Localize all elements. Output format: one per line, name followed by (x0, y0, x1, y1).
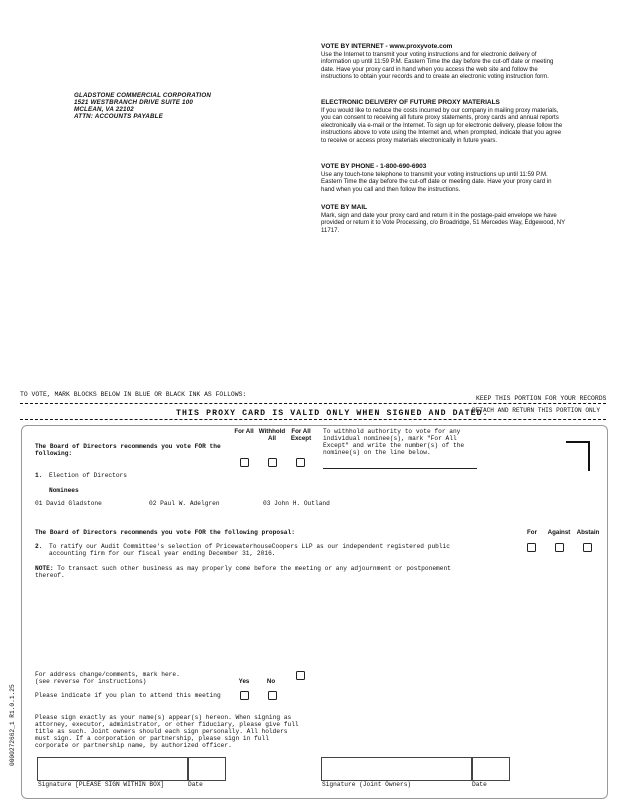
vote-internet-heading: VOTE BY INTERNET - www.proxyvote.com (321, 43, 453, 50)
address-line-4: ATTN: ACCOUNTS PAYABLE (74, 113, 163, 120)
vote-phone-text: Use any touch-tone telephone to transmit your voting instructions up until 11:59 P.M. Eastern Time the day before the cut-off date or meeting date. Have your proxy card in hand when you call and then follow the instructions. (321, 170, 552, 193)
col-for-all-except: For All Except (290, 428, 312, 442)
vote-mail-text: Mark, sign and date your proxy card and return it in the postage-paid envelope we have provided or return it to Vote Processing, c/o Broadridge, 51 Mercedes Way, Edgewood, NY 11717. (321, 211, 566, 234)
col-for: For (527, 529, 537, 536)
item-2-against-checkbox[interactable] (555, 543, 564, 552)
joint-signature-box[interactable] (321, 757, 473, 781)
nominee-1: 01 David Gladstone (35, 500, 102, 507)
attend-yes-checkbox[interactable] (240, 691, 249, 700)
electronic-delivery-heading: ELECTRONIC DELIVERY OF FUTURE PROXY MATERIALS (321, 99, 500, 106)
address-line-1: GLADSTONE COMMERCIAL CORPORATION (74, 92, 212, 99)
detach-portion-label: DETACH AND RETURN THIS PORTION ONLY (472, 407, 600, 414)
vote-mail-heading: VOTE BY MAIL (321, 204, 368, 211)
keep-portion-label: KEEP THIS PORTION FOR YOUR RECORDS (476, 395, 607, 402)
item-2-for-checkbox[interactable] (527, 543, 536, 552)
note-text (35, 565, 455, 579)
address-change-checkbox[interactable] (296, 671, 305, 680)
attend-label: Please indicate if you plan to attend this meeting (35, 692, 221, 699)
tear-line-bottom (20, 419, 606, 420)
vote-phone-heading: VOTE BY PHONE - 1-800-690-6903 (321, 163, 427, 170)
joint-date-label: Date (472, 781, 487, 788)
address-line-2: 1521 WESTBRANCH DRIVE SUITE 100 (74, 99, 193, 106)
address-line-3: MCLEAN, VA 22102 (74, 106, 134, 113)
vote-mail-section (321, 204, 566, 234)
address-change-label: For address change/comments, mark here. (35, 671, 180, 678)
joint-date-box[interactable] (471, 757, 510, 781)
nominee-3: 03 John H. Outland (263, 500, 330, 507)
yes-label: Yes (238, 678, 250, 685)
mailing-address (74, 92, 211, 120)
signature-label: Signature [PLEASE SIGN WITHIN BOX] (38, 781, 165, 788)
item-1-num: 1. (35, 472, 43, 479)
note-body: To transact such other business as may properly come before the meeting or any adjournment or postponement thereof. (35, 565, 451, 579)
vote-phone-section (321, 163, 566, 193)
date-label: Date (188, 781, 203, 788)
vote-internet-section (321, 43, 566, 81)
except-write-line[interactable] (323, 468, 477, 469)
no-label: No (266, 678, 276, 685)
item-2-number: 2. (35, 543, 43, 550)
col-withhold-all: Withhold All (258, 428, 286, 442)
sign-instructions: Please sign exactly as your name(s) appear(s) hereon. When signing as attorney, executor, administrator, or other fiduciary, please give full title as such. Joint owners should each sign personally. All holders must sign. If a corporation or partnership, please sign in full corporate or partnership name, by authorized officer. (35, 714, 299, 749)
date-box[interactable] (187, 757, 226, 781)
board-recommendation-1: The Board of Directors recommends you vote FOR the following: (35, 443, 221, 457)
nominees-label: Nominees (49, 487, 79, 494)
col-against: Against (547, 529, 571, 536)
withhold-instructions: To withhold authority to vote for any individual nominee(s), mark "For All Except" and write the number(s) of the nominee(s) on the line below. (323, 428, 465, 456)
side-code: 0000272662_1 R1.0.1.25 (9, 684, 16, 766)
tear-line-top (20, 403, 606, 404)
electronic-delivery-text: If you would like to reduce the costs incurred by our company in mailing proxy materials, you can consent to receiving all future proxy statements, proxy cards and annual reports electronically via e-mail or the Internet. To sign up for electronic delivery, please follow the instructions above to vote using the Internet and, when prompted, indicate that you agree to receive or access proxy materials electronically in future years. (321, 106, 563, 144)
electronic-delivery-section (321, 99, 566, 145)
withhold-all-checkbox[interactable] (268, 458, 277, 467)
col-for-all: For All (234, 428, 254, 435)
nominee-2: 02 Paul W. Adelgren (149, 500, 220, 507)
item-1-number (35, 472, 42, 479)
for-all-except-checkbox[interactable] (296, 458, 305, 467)
item-2-abstain-checkbox[interactable] (583, 543, 592, 552)
attend-no-checkbox[interactable] (268, 691, 277, 700)
signature-box[interactable] (37, 757, 189, 781)
corner-mark (566, 441, 590, 471)
joint-signature-label: Signature (Joint Owners) (322, 781, 412, 788)
item-2-text: To ratify our Audit Committee's selection of PricewaterhouseCoopers LLP as our independent registered public accounting firm for our fiscal year ending December 31, 2016. (49, 543, 451, 557)
board-recommendation-2: The Board of Directors recommends you vote FOR the following proposal: (35, 529, 295, 536)
address-change-sub: (see reverse for instructions) (35, 678, 147, 685)
vote-internet-text: Use the Internet to transmit your voting instructions and for electronic delivery of information up until 11:59 P.M. Eastern Time the day before the cut-off date or meeting date. Have your proxy card in hand when you access the web site and follow the instructions to obtain your records and to create an electronic voting instruction form. (321, 50, 554, 81)
mark-instruction: TO VOTE, MARK BLOCKS BELOW IN BLUE OR BLACK INK AS FOLLOWS: (20, 391, 247, 398)
note-label: NOTE: (35, 565, 54, 572)
for-all-checkbox[interactable] (240, 458, 249, 467)
col-abstain: Abstain (576, 529, 600, 536)
valid-notice: THIS PROXY CARD IS VALID ONLY WHEN SIGNED AND DATED. (176, 409, 489, 418)
item-1-text: Election of Directors (49, 472, 127, 479)
